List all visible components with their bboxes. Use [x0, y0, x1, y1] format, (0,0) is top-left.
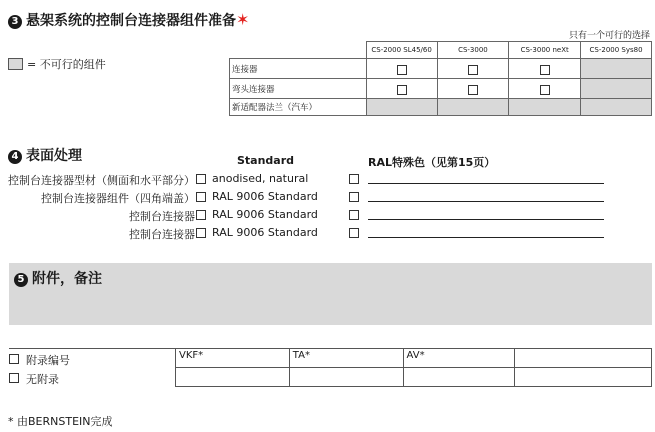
- footnote: * 由BERNSTEIN完成: [8, 415, 113, 428]
- connector-selection-table: [229, 41, 652, 116]
- ral-color-input-line[interactable]: [368, 183, 604, 184]
- ta-field[interactable]: TA*: [289, 349, 403, 368]
- legend-text: = 不可行的组件: [27, 58, 106, 71]
- column-header: CS-3000 neXt: [509, 42, 581, 59]
- av-value[interactable]: [403, 368, 515, 387]
- attachment-number-label: 附录编号: [26, 354, 70, 367]
- attachment-number-checkbox[interactable]: [9, 354, 19, 364]
- standard-finish-checkbox[interactable]: [196, 228, 206, 238]
- elbow-sl4560-checkbox[interactable]: [397, 85, 407, 95]
- section-4-heading: [8, 145, 82, 165]
- not-available-cell: [509, 99, 581, 116]
- no-attachment-label: 无附录: [26, 373, 59, 386]
- section-3-title: 悬架系统的控制台连接器组件准备: [26, 13, 236, 29]
- internal-fields-table: [175, 348, 652, 387]
- section-5-title: 附件，备注: [32, 271, 102, 287]
- elbow-cs3000next-checkbox[interactable]: [540, 85, 550, 95]
- connector-sl4560-checkbox[interactable]: [397, 65, 407, 75]
- av-field[interactable]: AV*: [403, 349, 515, 368]
- ral-color-checkbox[interactable]: [349, 174, 359, 184]
- row-label-connector: 连接器: [230, 59, 367, 79]
- surface-row-label: 控制台连接器: [129, 228, 195, 241]
- extra-value[interactable]: [515, 368, 652, 387]
- ral-color-checkbox[interactable]: [349, 192, 359, 202]
- single-choice-note: 只有一个可行的选择: [569, 31, 651, 41]
- not-available-cell: [437, 99, 509, 116]
- ral-color-checkbox[interactable]: [349, 228, 359, 238]
- standard-finish-checkbox[interactable]: [196, 210, 206, 220]
- vkf-value[interactable]: [176, 368, 290, 387]
- section-4-title: 表面处理: [26, 148, 82, 164]
- elbow-cs3000-checkbox[interactable]: [468, 85, 478, 95]
- required-star-icon: ✶: [236, 10, 250, 29]
- column-header: CS-2000 Sys80: [581, 42, 652, 59]
- not-available-cell: [581, 59, 652, 79]
- ral-color-input-line[interactable]: [368, 201, 604, 202]
- section-3-heading: [8, 10, 249, 30]
- remarks-area[interactable]: [9, 263, 652, 325]
- section-5-heading: [14, 268, 102, 288]
- not-available-cell: [581, 79, 652, 99]
- row-label-adapter-flange: 新适配器法兰（汽车）: [230, 99, 367, 116]
- connector-cs3000-checkbox[interactable]: [468, 65, 478, 75]
- ral-color-checkbox[interactable]: [349, 210, 359, 220]
- no-attachment-checkbox[interactable]: [9, 373, 19, 383]
- legend-swatch: [8, 58, 23, 70]
- connector-cs3000next-checkbox[interactable]: [540, 65, 550, 75]
- extra-field[interactable]: [515, 349, 652, 368]
- surface-row-label: 控制台连接器: [129, 210, 195, 223]
- standard-finish-value: RAL 9006 Standard: [212, 208, 318, 221]
- ral-color-input-line[interactable]: [368, 219, 604, 220]
- standard-finish-value: RAL 9006 Standard: [212, 190, 318, 203]
- section-number-badge: 3: [8, 15, 22, 29]
- standard-finish-value: RAL 9006 Standard: [212, 226, 318, 239]
- row-label-elbow-connector: 弯头连接器: [230, 79, 367, 99]
- standard-finish-checkbox[interactable]: [196, 174, 206, 184]
- column-header: CS-3000: [437, 42, 509, 59]
- ral-column-header: RAL特殊色（见第15页）: [368, 156, 496, 169]
- section-number-badge: 5: [14, 273, 28, 287]
- surface-row-label: 控制台连接器型材（侧面和水平部分）: [8, 174, 195, 187]
- standard-finish-value: anodised, natural: [212, 172, 309, 185]
- not-available-cell: [366, 99, 437, 116]
- column-header: CS-2000 SL45/60: [366, 42, 437, 59]
- ta-value[interactable]: [289, 368, 403, 387]
- vkf-field[interactable]: VKF*: [176, 349, 290, 368]
- standard-column-header: Standard: [237, 154, 295, 167]
- not-available-cell: [581, 99, 652, 116]
- ral-color-input-line[interactable]: [368, 237, 604, 238]
- standard-finish-checkbox[interactable]: [196, 192, 206, 202]
- section-number-badge: 4: [8, 150, 22, 164]
- surface-row-label: 控制台连接器组件（四角端盖）: [41, 192, 195, 205]
